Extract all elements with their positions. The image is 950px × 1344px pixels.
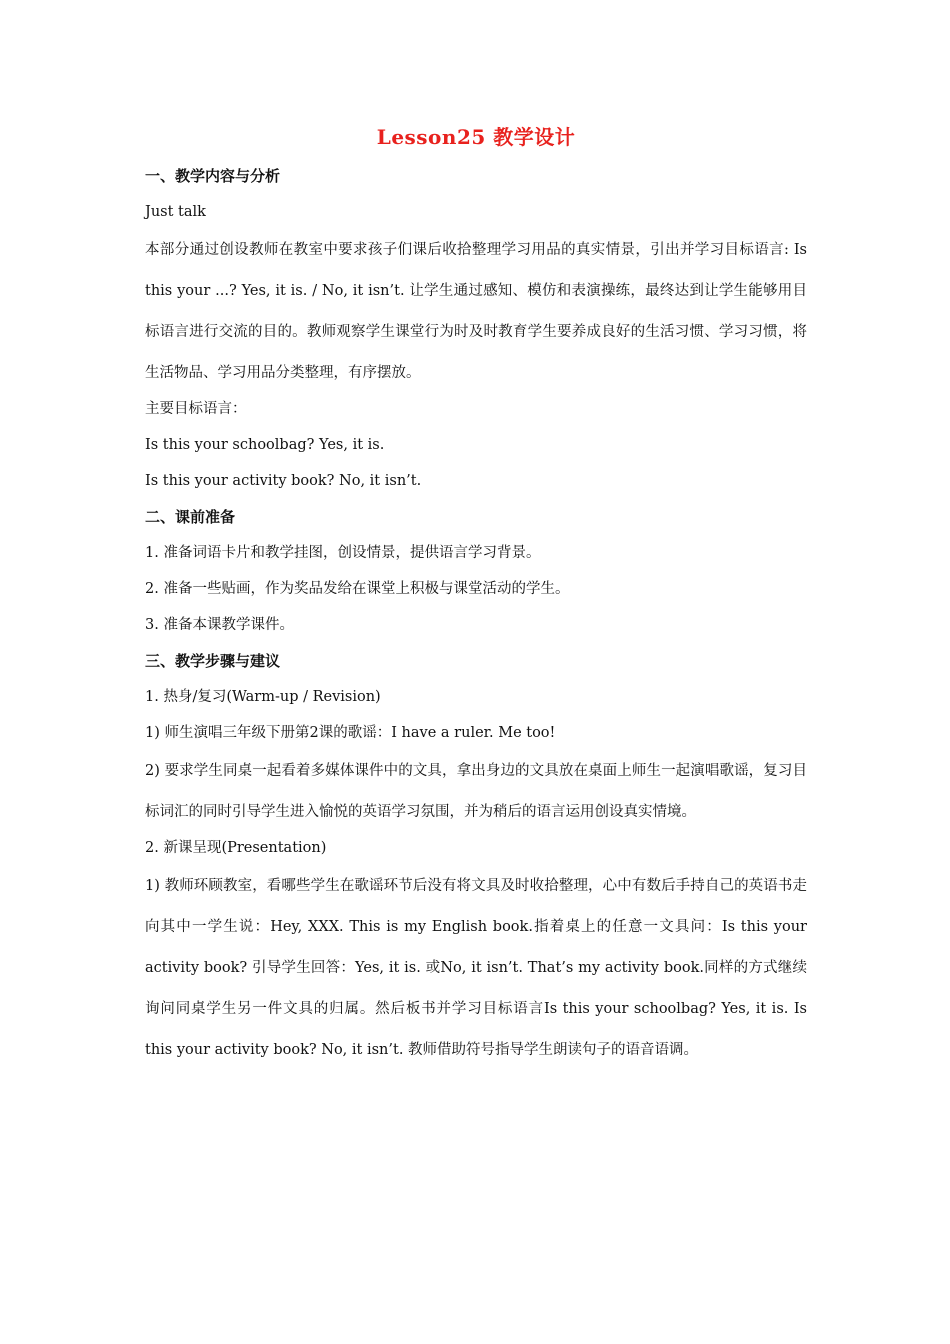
section-1-heading: 一、教学内容与分析 xyxy=(145,167,281,185)
preparation-item: 2. 准备一些贴画，作为奖品发给在课堂上积极与课堂活动的学生。 xyxy=(145,581,570,597)
target-language-label: 主要目标语言： xyxy=(145,401,247,417)
step-1-item: 2) 要求学生同桌一起看着多媒体课件中的文具，拿出身边的文具放在桌面上师生一起演唱歌谣，复习目标词汇的同时引导学生进入愉悦的英语学习氛围，并为稍后的语言运用创设真实情境。 xyxy=(145,763,807,820)
step-1-title: 1. 热身/复习(Warm-up / Revision) xyxy=(145,689,381,705)
document-page xyxy=(145,118,807,1068)
step-1-item: 1) 师生演唱三年级下册第2课的歌谣：I have a ruler. Me too! xyxy=(145,725,556,741)
target-language-line: Is this your activity book? No, it isn’t. xyxy=(145,473,422,489)
document-title: Lesson25 教学设计 xyxy=(376,125,576,149)
preparation-item: 1. 准备词语卡片和教学挂图，创设情景，提供语言学习背景。 xyxy=(145,545,541,561)
section-2-heading: 二、课前准备 xyxy=(145,508,236,526)
section-1-paragraph: 本部分通过创设教师在教室中要求孩子们课后收拾整理学习用品的真实情景，引出并学习目标语言: Is this your ...? Yes, it is. / No, it isn’t. 让学生通过感知、模仿和表演操练，最终达到让学生能够用目标语言进行交流的目的。教师观察学生课堂行为时及时教育学生要养成良好的生活习惯、学习习惯，将生活物品、学习用品分类整理，有序摆放。 xyxy=(145,242,807,381)
step-2-item: 1) 教师环顾教室，看哪些学生在歌谣环节后没有将文具及时收拾整理，心中有数后手持自己的英语书走向其中一学生说：Hey, XXX. This is my English book.指着桌上的任意一文具问：Is this your activity book? 引导学生回答：Yes, it is. 或No, it isn’t. That’s my activity book.同样的方式继续询问同桌学生另一件文具的归属。然后板书并学习目标语言Is this your schoolbag? Yes, it is. Is this your activity book? No, it isn’t. 教师借助符号指导学生朗读句子的语音语调。 xyxy=(145,878,807,1058)
step-2-title: 2. 新课呈现(Presentation) xyxy=(145,840,327,856)
section-3-heading: 三、教学步骤与建议 xyxy=(145,652,281,670)
section-1-subheading: Just talk xyxy=(145,204,206,220)
target-language-line: Is this your schoolbag? Yes, it is. xyxy=(145,437,385,453)
preparation-item: 3. 准备本课教学课件。 xyxy=(145,617,294,633)
